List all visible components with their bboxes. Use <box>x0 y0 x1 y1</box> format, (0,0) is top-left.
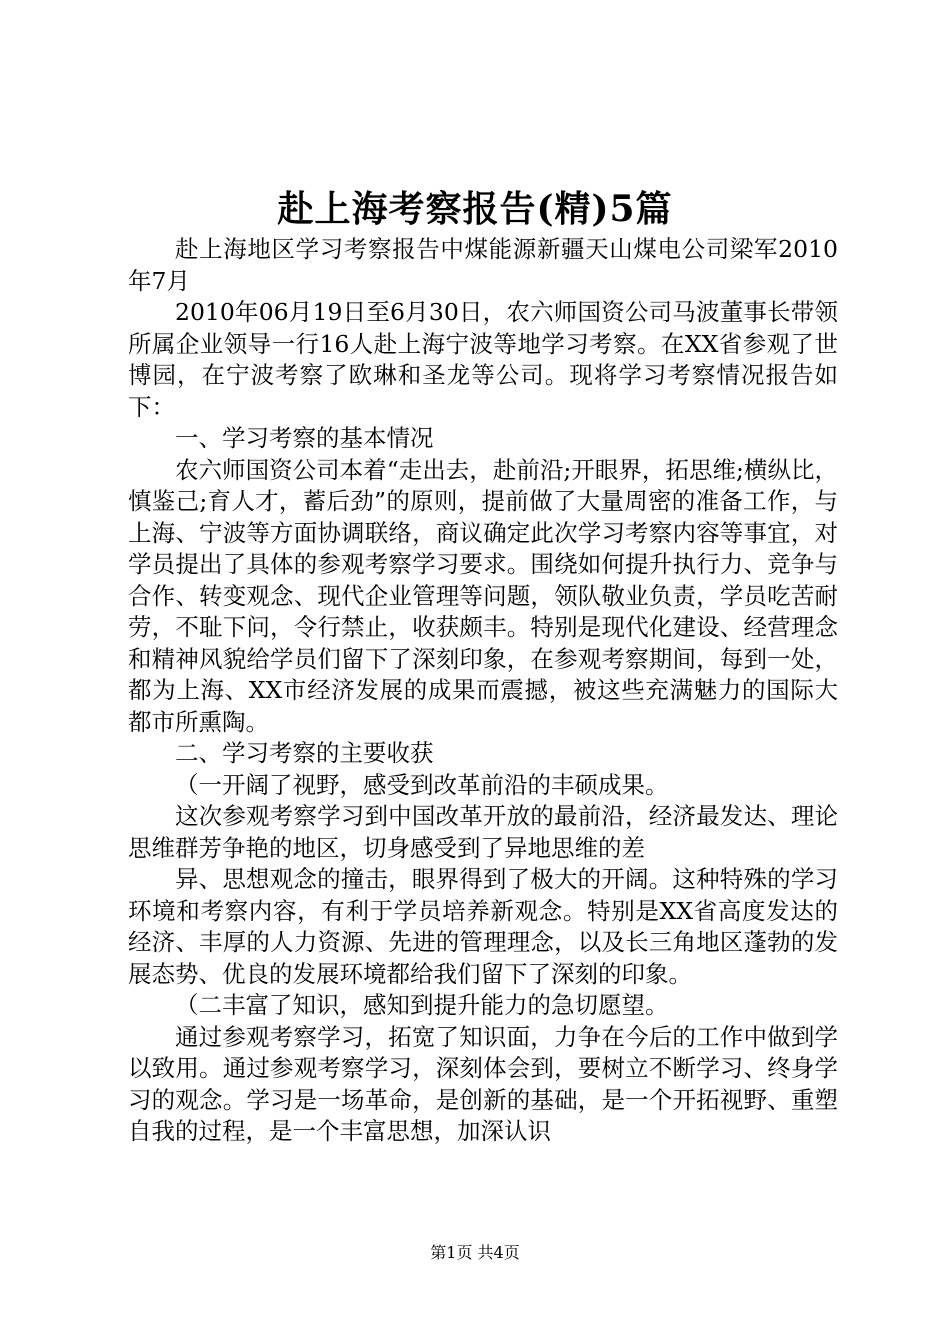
paragraph: 这次参观考察学习到中国改革开放的最前沿，经济最发达、理论思维群芳争艳的地区，切身感受到了异地思维的差 <box>128 802 838 862</box>
paragraph: 通过参观考察学习，拓宽了知识面，力争在今后的工作中做到学以致用。通过参观考察学习，深刻体会到，要树立不断学习、终身学习的观念。学习是一场革命，是创新的基础，是一个开拓视野、重塑自我的过程，是一个丰富思想，加深认识 <box>128 1022 838 1145</box>
subsection-heading: （二丰富了知识，感知到提升能力的急切愿望。 <box>175 991 669 1019</box>
paragraph: 赴上海地区学习考察报告中煤能源新疆天山煤电公司梁军2010年7月 <box>128 235 838 295</box>
section-heading: 二、学习考察的主要收获 <box>175 739 434 767</box>
paragraph: 2010年06月19日至6月30日，农六师国资公司马波董事长带领所属企业领导一行16人赴上海宁波等地学习考察。在XX省参观了世博园，在宁波考察了欧琳和圣龙等公司。现将学习考察情况报告如下： <box>128 298 838 421</box>
section-heading: 一、学习考察的基本情况 <box>175 424 434 452</box>
paragraph: 农六师国资公司本着“走出去，赴前沿;开眼界，拓思维;横纵比，慎鉴己;育人才，蓄后劲”的原则，提前做了大量周密的准备工作，与上海、宁波等方面协调联络，商议确定此次学习考察内容等事宜，对学员提出了具体的参观考察学习要求。围绕如何提升执行力、竞争与合作、转变观念、现代企业管理等问题，领队敬业负责，学员吃苦耐劳，不耻下问，令行禁止，收获颇丰。特别是现代化建设、经营理念和精神风貌给学员们留下了深刻印象，在参观考察期间，每到一处，都为上海、XX市经济发展的成果而震撼，被这些充满魅力的国际大都市所熏陶。 <box>128 455 838 736</box>
document-title: 赴上海考察报告(精)5篇 <box>277 188 673 230</box>
page-footer: 第1页 共4页 <box>430 1243 520 1262</box>
paragraph: 异、思想观念的撞击，眼界得到了极大的开阔。这种特殊的学习环境和考察内容，有利于学员培养新观念。特别是XX省高度发达的经济、丰厚的人力资源、先进的管理理念，以及长三角地区蓬勃的发展态势、优良的发展环境都给我们留下了深刻的印象。 <box>128 865 838 988</box>
document-body <box>128 234 838 1148</box>
subsection-heading: （一开阔了视野，感受到改革前沿的丰硕成果。 <box>175 770 669 799</box>
